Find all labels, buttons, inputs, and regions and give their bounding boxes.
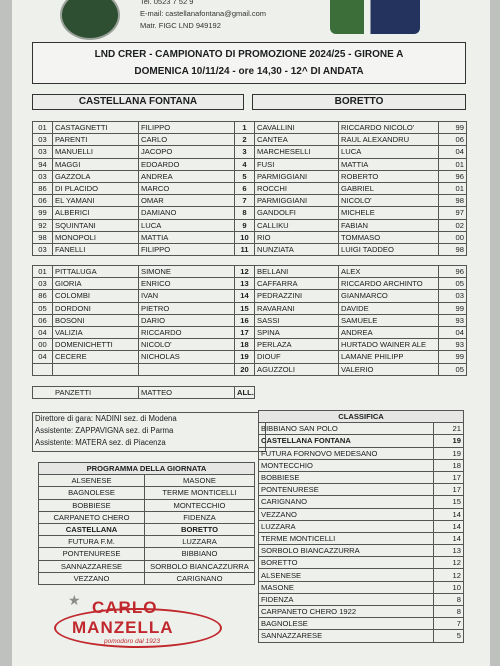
away-shirt-number: 02 [439,219,467,231]
fixture-home: SANNAZZARESE [39,560,145,572]
club-crest-icon [60,0,120,40]
home-surname [53,363,139,375]
away-surname: CALLIKU [255,219,339,231]
away-firstname: LUCA [339,146,439,158]
away-firstname: MATTIA [339,158,439,170]
contact-email: E-mail: castellanafontana@gmail.com [140,9,267,18]
away-firstname: ALEX [339,266,439,278]
away-firstname: FABIAN [339,219,439,231]
away-firstname: RICCARDO NICOLO' [339,122,439,134]
standings-row [259,532,464,544]
player-row [33,363,467,375]
home-firstname: MATTIA [139,231,235,243]
position-number: 8 [235,207,255,219]
home-surname: VALIZIA [53,326,139,338]
away-firstname: VALERIO [339,363,439,375]
match-date: DOMENICA 10/11/24 - ore 14,30 - 12^ DI ANDATA [134,66,364,77]
standings-team: CASTELLANA FONTANA [259,435,434,447]
player-row [33,339,467,351]
standings-row [259,471,464,483]
away-shirt-number: 05 [439,363,467,375]
standings-points: 12 [434,557,464,569]
fixture-away: LUZZARA [145,536,255,548]
home-firstname: RICCARDO [139,326,235,338]
home-firstname: ANDREA [139,170,235,182]
fixture-away: SORBOLO BIANCAZZURRA [145,560,255,572]
away-surname: NUNZIATA [255,243,339,255]
away-shirt-number: 06 [439,134,467,146]
away-team-label: BORETTO [252,94,466,110]
away-firstname: LAMANE PHILIPP [339,351,439,363]
standings-points: 8 [434,606,464,618]
away-shirt-number: 93 [439,339,467,351]
home-shirt-number: 04 [33,351,53,363]
player-row [33,207,467,219]
away-surname: SPINA [255,326,339,338]
player-row [33,182,467,194]
away-shirt-number: 01 [439,182,467,194]
home-firstname: DAMIANO [139,207,235,219]
away-firstname: RICCARDO ARCHINTO [339,278,439,290]
standings-row [259,484,464,496]
championship-title-box [32,42,466,84]
player-row [33,195,467,207]
sponsor-star-icon: ★ [68,592,81,608]
sponsor-logo [52,592,222,652]
standings-row [259,435,464,447]
home-shirt-number: 94 [33,158,53,170]
standings-team: BORETTO [259,557,434,569]
home-shirt-number: 01 [33,122,53,134]
fixture-row [39,560,255,572]
away-firstname: RAUL ALEXANDRU [339,134,439,146]
position-number: 9 [235,219,255,231]
fixture-away: MASONE [145,475,255,487]
player-row [33,231,467,243]
away-firstname: ANDREA [339,326,439,338]
fixture-row [39,511,255,523]
standings-row [259,593,464,605]
fixture-away: CARIGNANO [145,572,255,584]
home-surname: MONOPOLI [53,231,139,243]
away-firstname: ROBERTO [339,170,439,182]
away-shirt-number: 04 [439,146,467,158]
away-firstname: TOMMASO [339,231,439,243]
away-shirt-number: 03 [439,290,467,302]
home-surname: PARENTI [53,134,139,146]
away-firstname: GIANMARCO [339,290,439,302]
standings-row [259,630,464,642]
home-firstname: IVAN [139,290,235,302]
home-firstname: NICOLO' [139,339,235,351]
standings-team: BIBBIANO SAN POLO [259,423,434,435]
standings-team: VEZZANO [259,508,434,520]
fixture-row [39,523,255,535]
fixture-home: CASTELLANA [39,523,145,535]
standings-points: 19 [434,447,464,459]
standings-points: 18 [434,459,464,471]
home-shirt-number: 01 [33,266,53,278]
player-row [33,278,467,290]
player-row [33,351,467,363]
standings-team: CARIGNANO [259,496,434,508]
home-firstname: EDOARDO [139,158,235,170]
home-firstname: OMAR [139,195,235,207]
standings-team: MASONE [259,581,434,593]
standings-team: TERME MONTICELLI [259,532,434,544]
player-row [33,170,467,182]
away-shirt-number: 01 [439,158,467,170]
fixture-away: BIBBIANO [145,548,255,560]
contact-phone: Tel. 0523 7 52 9 [140,0,194,6]
standings-team: LUZZARA [259,520,434,532]
starters-table [32,121,467,256]
home-shirt-number: 03 [33,243,53,255]
away-surname: SASSI [255,314,339,326]
fixture-home: CARPANETO CHERO [39,511,145,523]
standings-points: 17 [434,484,464,496]
sponsor-name-1: CARLO [92,598,158,617]
away-surname: PEDRAZZINI [255,290,339,302]
player-row [33,290,467,302]
championship-title: LND CRER - CAMPIONATO DI PROMOZIONE 2024/25 - GIRONE A [94,49,404,60]
home-shirt-number: 04 [33,326,53,338]
fixture-row [39,548,255,560]
home-surname: CECERE [53,351,139,363]
player-row [33,158,467,170]
home-shirt-number: 06 [33,314,53,326]
player-row [33,266,467,278]
home-firstname: CARLO [139,134,235,146]
standings-team: BAGNOLESE [259,618,434,630]
home-surname: FANELLI [53,243,139,255]
fixture-away: BORETTO [145,523,255,535]
standings-points: 21 [434,423,464,435]
home-surname: CASTAGNETTI [53,122,139,134]
player-row [33,243,467,255]
home-shirt-number: 86 [33,182,53,194]
position-number: 19 [235,351,255,363]
fixture-row [39,487,255,499]
home-firstname: FILIPPO [139,122,235,134]
referee-line: Direttore di gara: NADINI sez. di Modena [35,414,177,423]
away-firstname: SAMUELE [339,314,439,326]
fixture-home: FUTURA F.M. [39,536,145,548]
coach-row [32,386,467,399]
position-number: 17 [235,326,255,338]
away-shirt-number: 99 [439,122,467,134]
standings-row [259,569,464,581]
home-surname: MAGGI [53,158,139,170]
fixture-row [39,499,255,511]
standings-points: 14 [434,520,464,532]
home-firstname: JACOPO [139,146,235,158]
away-shirt-number: 97 [439,207,467,219]
standings-row [259,459,464,471]
away-surname: CANTEA [255,134,339,146]
away-shirt-number: 98 [439,195,467,207]
fixture-row [39,475,255,487]
standings-row [259,447,464,459]
away-surname: ROCCHI [255,182,339,194]
home-shirt-number [33,363,53,375]
away-shirt-number: 96 [439,170,467,182]
away-shirt-number: 99 [439,351,467,363]
position-number: 13 [235,278,255,290]
player-row [33,326,467,338]
away-shirt-number: 96 [439,266,467,278]
standings-team: FUTURA FORNOVO MEDESANO [259,447,434,459]
coach-firstname: MATTEO [139,387,235,399]
away-shirt-number: 93 [439,314,467,326]
fixture-away: MONTECCHIO [145,499,255,511]
standings-points: 14 [434,508,464,520]
home-surname: ALBERICI [53,207,139,219]
position-number: 20 [235,363,255,375]
position-number: 4 [235,158,255,170]
standings-row [259,520,464,532]
standings-team: FIDENZA [259,593,434,605]
home-shirt-number: 00 [33,339,53,351]
fixture-home: VEZZANO [39,572,145,584]
home-surname: DORDONI [53,302,139,314]
standings-points: 7 [434,618,464,630]
position-number: 11 [235,243,255,255]
away-shirt-number: 00 [439,231,467,243]
officials-box [32,412,266,452]
position-number: 14 [235,290,255,302]
match-sheet [12,0,490,666]
coach-surname: PANZETTI [33,387,139,399]
home-shirt-number: 92 [33,219,53,231]
standings-row [259,545,464,557]
away-surname: FUSI [255,158,339,170]
position-number: 3 [235,146,255,158]
standings-row [259,618,464,630]
away-firstname: LUIGI TADDEO [339,243,439,255]
position-number: 6 [235,182,255,194]
home-surname: COLOMBI [53,290,139,302]
standings-row [259,557,464,569]
sponsor-name-2: MANZELLA [72,618,174,637]
fixture-row [39,572,255,584]
standings-points: 8 [434,593,464,605]
standings-row [259,606,464,618]
standings-team: MONTECCHIO [259,459,434,471]
position-number: 12 [235,266,255,278]
home-surname: BOSONI [53,314,139,326]
home-firstname: ENRICO [139,278,235,290]
lnd-logo-icon [330,0,420,34]
away-firstname: NICOLO' [339,195,439,207]
away-surname: PERLAZA [255,339,339,351]
away-surname: RIO [255,231,339,243]
standings-points: 13 [434,545,464,557]
home-surname: GAZZOLA [53,170,139,182]
fixture-row [39,536,255,548]
standings-points: 12 [434,569,464,581]
position-number: 15 [235,302,255,314]
bench-table [32,265,467,376]
home-shirt-number: 98 [33,231,53,243]
away-surname: PARMIGGIANI [255,170,339,182]
position-number: 7 [235,195,255,207]
home-firstname: LUCA [139,219,235,231]
home-surname: DI PLACIDO [53,182,139,194]
standings-points: 5 [434,630,464,642]
away-surname: MARCHESELLI [255,146,339,158]
home-shirt-number: 06 [33,195,53,207]
away-shirt-number: 98 [439,243,467,255]
player-row [33,314,467,326]
away-surname: PARMIGGIANI [255,195,339,207]
away-surname: GANDOLFI [255,207,339,219]
fixture-home: BAGNOLESE [39,487,145,499]
standings-points: 15 [434,496,464,508]
contact-matricola: Matr. FIGC LND 949192 [140,21,221,30]
home-shirt-number: 86 [33,290,53,302]
standings-team: ALSENESE [259,569,434,581]
away-surname: CAFFARRA [255,278,339,290]
home-surname: MANUELLI [53,146,139,158]
home-firstname: SIMONE [139,266,235,278]
position-number: 18 [235,339,255,351]
fixture-home: PONTENURESE [39,548,145,560]
standings-row [259,581,464,593]
standings-points: 10 [434,581,464,593]
standings-team: CARPANETO CHERO 1922 [259,606,434,618]
away-firstname: DAVIDE [339,302,439,314]
assistant2-line: Assistente: MATERA sez. di Piacenza [35,438,166,447]
away-firstname: GABRIEL [339,182,439,194]
fixture-away: FIDENZA [145,511,255,523]
home-firstname: NICHOLAS [139,351,235,363]
away-surname: CAVALLINI [255,122,339,134]
standings-team: PONTENURESE [259,484,434,496]
home-shirt-number: 99 [33,207,53,219]
away-firstname: HURTADO WAINER ALE [339,339,439,351]
home-surname: EL YAMANI [53,195,139,207]
home-surname: SQUINTANI [53,219,139,231]
position-number: 16 [235,314,255,326]
away-shirt-number: 04 [439,326,467,338]
home-shirt-number: 03 [33,278,53,290]
sponsor-tagline: pomodoro dal 1923 [104,638,161,645]
home-shirt-number: 03 [33,170,53,182]
home-surname: GIORIA [53,278,139,290]
coach-label: ALL. [235,387,255,399]
away-surname: BELLANI [255,266,339,278]
programma-table [38,462,255,585]
player-row [33,146,467,158]
standings-row [259,423,464,435]
away-surname: RAVARANI [255,302,339,314]
away-firstname: MICHELE [339,207,439,219]
player-row [33,302,467,314]
classifica-title: CLASSIFICA [259,411,464,423]
standings-team: BOBBIESE [259,471,434,483]
home-surname: DOMENICHETTI [53,339,139,351]
home-shirt-number: 03 [33,146,53,158]
standings-points: 14 [434,532,464,544]
player-row [33,219,467,231]
away-shirt-number: 99 [439,302,467,314]
home-firstname [139,363,235,375]
position-number: 2 [235,134,255,146]
standings-points: 19 [434,435,464,447]
home-firstname: PIETRO [139,302,235,314]
position-number: 10 [235,231,255,243]
standings-points: 17 [434,471,464,483]
home-team-label: CASTELLANA FONTANA [32,94,244,110]
fixture-home: BOBBIESE [39,499,145,511]
assistant1-line: Assistente: ZAPPAVIGNA sez. di Parma [35,426,174,435]
position-number: 5 [235,170,255,182]
player-row [33,134,467,146]
player-row [33,122,467,134]
away-surname: DIOUF [255,351,339,363]
fixture-away: TERME MONTICELLI [145,487,255,499]
fixture-home: ALSENESE [39,475,145,487]
home-shirt-number: 05 [33,302,53,314]
home-firstname: FILIPPO [139,243,235,255]
standings-row [259,496,464,508]
away-surname: AGUZZOLI [255,363,339,375]
standings-row [259,508,464,520]
position-number: 1 [235,122,255,134]
home-surname: PITTALUGA [53,266,139,278]
away-shirt-number: 05 [439,278,467,290]
home-shirt-number: 03 [33,134,53,146]
programma-title: PROGRAMMA DELLA GIORNATA [39,463,255,475]
home-firstname: MARCO [139,182,235,194]
classifica-table [258,410,464,643]
standings-team: SANNAZZARESE [259,630,434,642]
home-firstname: DARIO [139,314,235,326]
standings-team: SORBOLO BIANCAZZURRA [259,545,434,557]
